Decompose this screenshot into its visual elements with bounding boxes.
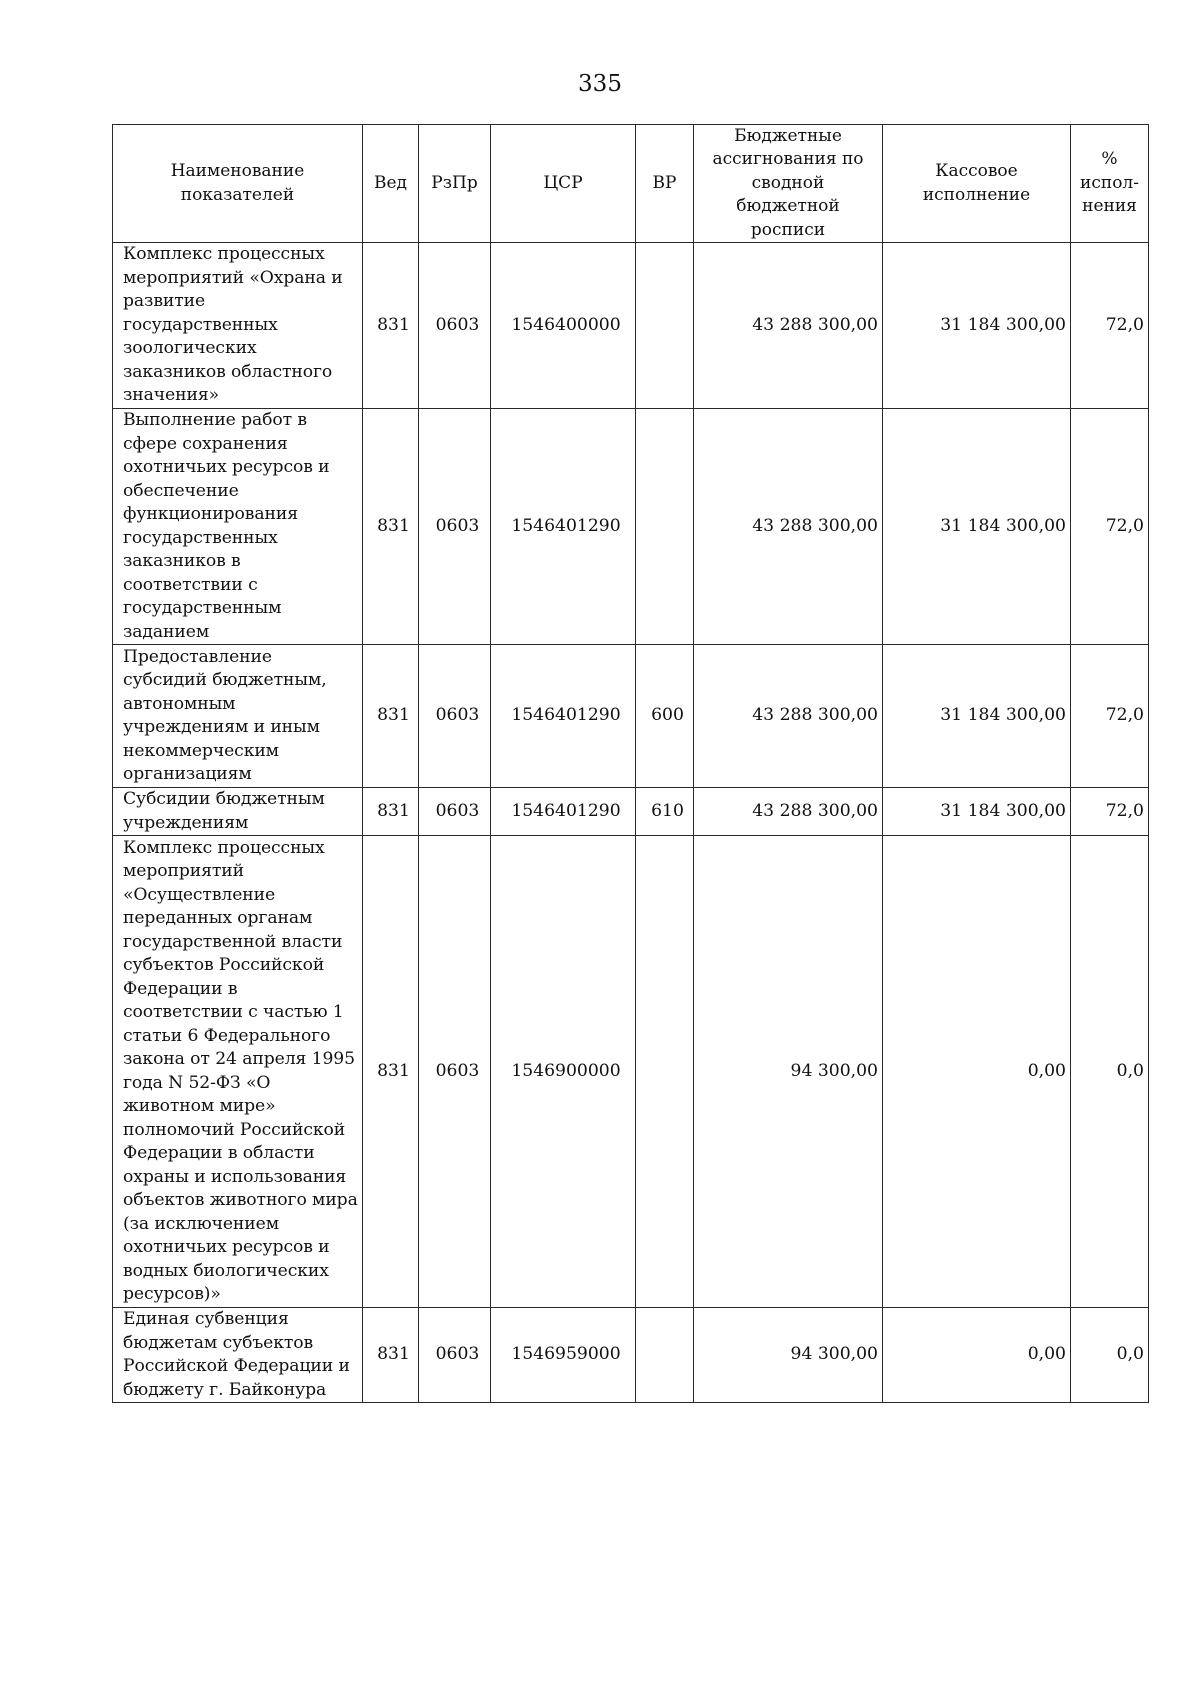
row-assigned: 43 288 300,00 <box>694 788 883 836</box>
row-name: Комплекс процессных мероприятий «Осуществление переданных органам государственной власти субъектов Российской Федерации в соответствии с частью 1 статьи 6 Федерального закона от 24 апреля 1995 года N 52-ФЗ «О животном мире» полномочий Российской Федерации в области охраны и использования объектов животного мира (за исключением охотничьих ресурсов и водных биологических ресурсов)» <box>113 836 363 1308</box>
row-rzpr: 0603 <box>419 409 491 645</box>
table-row <box>113 645 1149 788</box>
header-rzpr: РзПр <box>419 125 491 243</box>
row-ved: 831 <box>363 1308 419 1403</box>
row-csr: 1546400000 <box>491 243 636 409</box>
row-rzpr: 0603 <box>419 645 491 788</box>
row-vr <box>636 1308 694 1403</box>
row-percent: 72,0 <box>1071 243 1149 409</box>
row-csr: 1546959000 <box>491 1308 636 1403</box>
row-vr <box>636 836 694 1308</box>
header-executed: Кассовое исполнение <box>883 125 1071 243</box>
row-ved: 831 <box>363 836 419 1308</box>
row-ved: 831 <box>363 788 419 836</box>
header-name: Наименование показателей <box>113 125 363 243</box>
row-rzpr: 0603 <box>419 243 491 409</box>
row-name: Предоставление субсидий бюджетным, автономным учреждениям и иным некоммерческим организациям <box>113 645 363 788</box>
row-percent: 0,0 <box>1071 836 1149 1308</box>
row-ved: 831 <box>363 645 419 788</box>
row-assigned: 94 300,00 <box>694 1308 883 1403</box>
row-executed: 31 184 300,00 <box>883 645 1071 788</box>
row-executed: 31 184 300,00 <box>883 788 1071 836</box>
row-ved: 831 <box>363 409 419 645</box>
header-assigned: Бюджетные ассигнования по сводной бюджетной росписи <box>694 125 883 243</box>
row-csr: 1546401290 <box>491 788 636 836</box>
header-ved: Вед <box>363 125 419 243</box>
table-row <box>113 409 1149 645</box>
row-percent: 72,0 <box>1071 409 1149 645</box>
budget-execution-table <box>112 124 1149 1403</box>
table-row <box>113 836 1149 1308</box>
row-percent: 72,0 <box>1071 788 1149 836</box>
row-assigned: 94 300,00 <box>694 836 883 1308</box>
row-assigned: 43 288 300,00 <box>694 243 883 409</box>
page-number: 335 <box>578 71 622 97</box>
row-percent: 0,0 <box>1071 1308 1149 1403</box>
row-executed: 31 184 300,00 <box>883 409 1071 645</box>
header-csr: ЦСР <box>491 125 636 243</box>
row-vr: 600 <box>636 645 694 788</box>
row-assigned: 43 288 300,00 <box>694 409 883 645</box>
row-name: Субсидии бюджетным учреждениям <box>113 788 363 836</box>
row-rzpr: 0603 <box>419 1308 491 1403</box>
row-name: Единая субвенция бюджетам субъектов Российской Федерации и бюджету г. Байконура <box>113 1308 363 1403</box>
row-ved: 831 <box>363 243 419 409</box>
header-vr: ВР <box>636 125 694 243</box>
row-executed: 31 184 300,00 <box>883 243 1071 409</box>
row-percent: 72,0 <box>1071 645 1149 788</box>
row-vr <box>636 243 694 409</box>
table-row <box>113 788 1149 836</box>
row-executed: 0,00 <box>883 1308 1071 1403</box>
table-header-row <box>113 125 1149 243</box>
row-rzpr: 0603 <box>419 836 491 1308</box>
table-row <box>113 1308 1149 1403</box>
table-row <box>113 243 1149 409</box>
row-executed: 0,00 <box>883 836 1071 1308</box>
row-rzpr: 0603 <box>419 788 491 836</box>
row-vr: 610 <box>636 788 694 836</box>
row-csr: 1546401290 <box>491 409 636 645</box>
row-vr <box>636 409 694 645</box>
row-csr: 1546900000 <box>491 836 636 1308</box>
row-name: Выполнение работ в сфере сохранения охотничьих ресурсов и обеспечение функционирования государственных заказников в соответствии с государственным заданием <box>113 409 363 645</box>
row-assigned: 43 288 300,00 <box>694 645 883 788</box>
row-csr: 1546401290 <box>491 645 636 788</box>
row-name: Комплекс процессных мероприятий «Охрана и развитие государственных зоологических заказников областного значения» <box>113 243 363 409</box>
header-percent: % испол-нения <box>1071 125 1149 243</box>
